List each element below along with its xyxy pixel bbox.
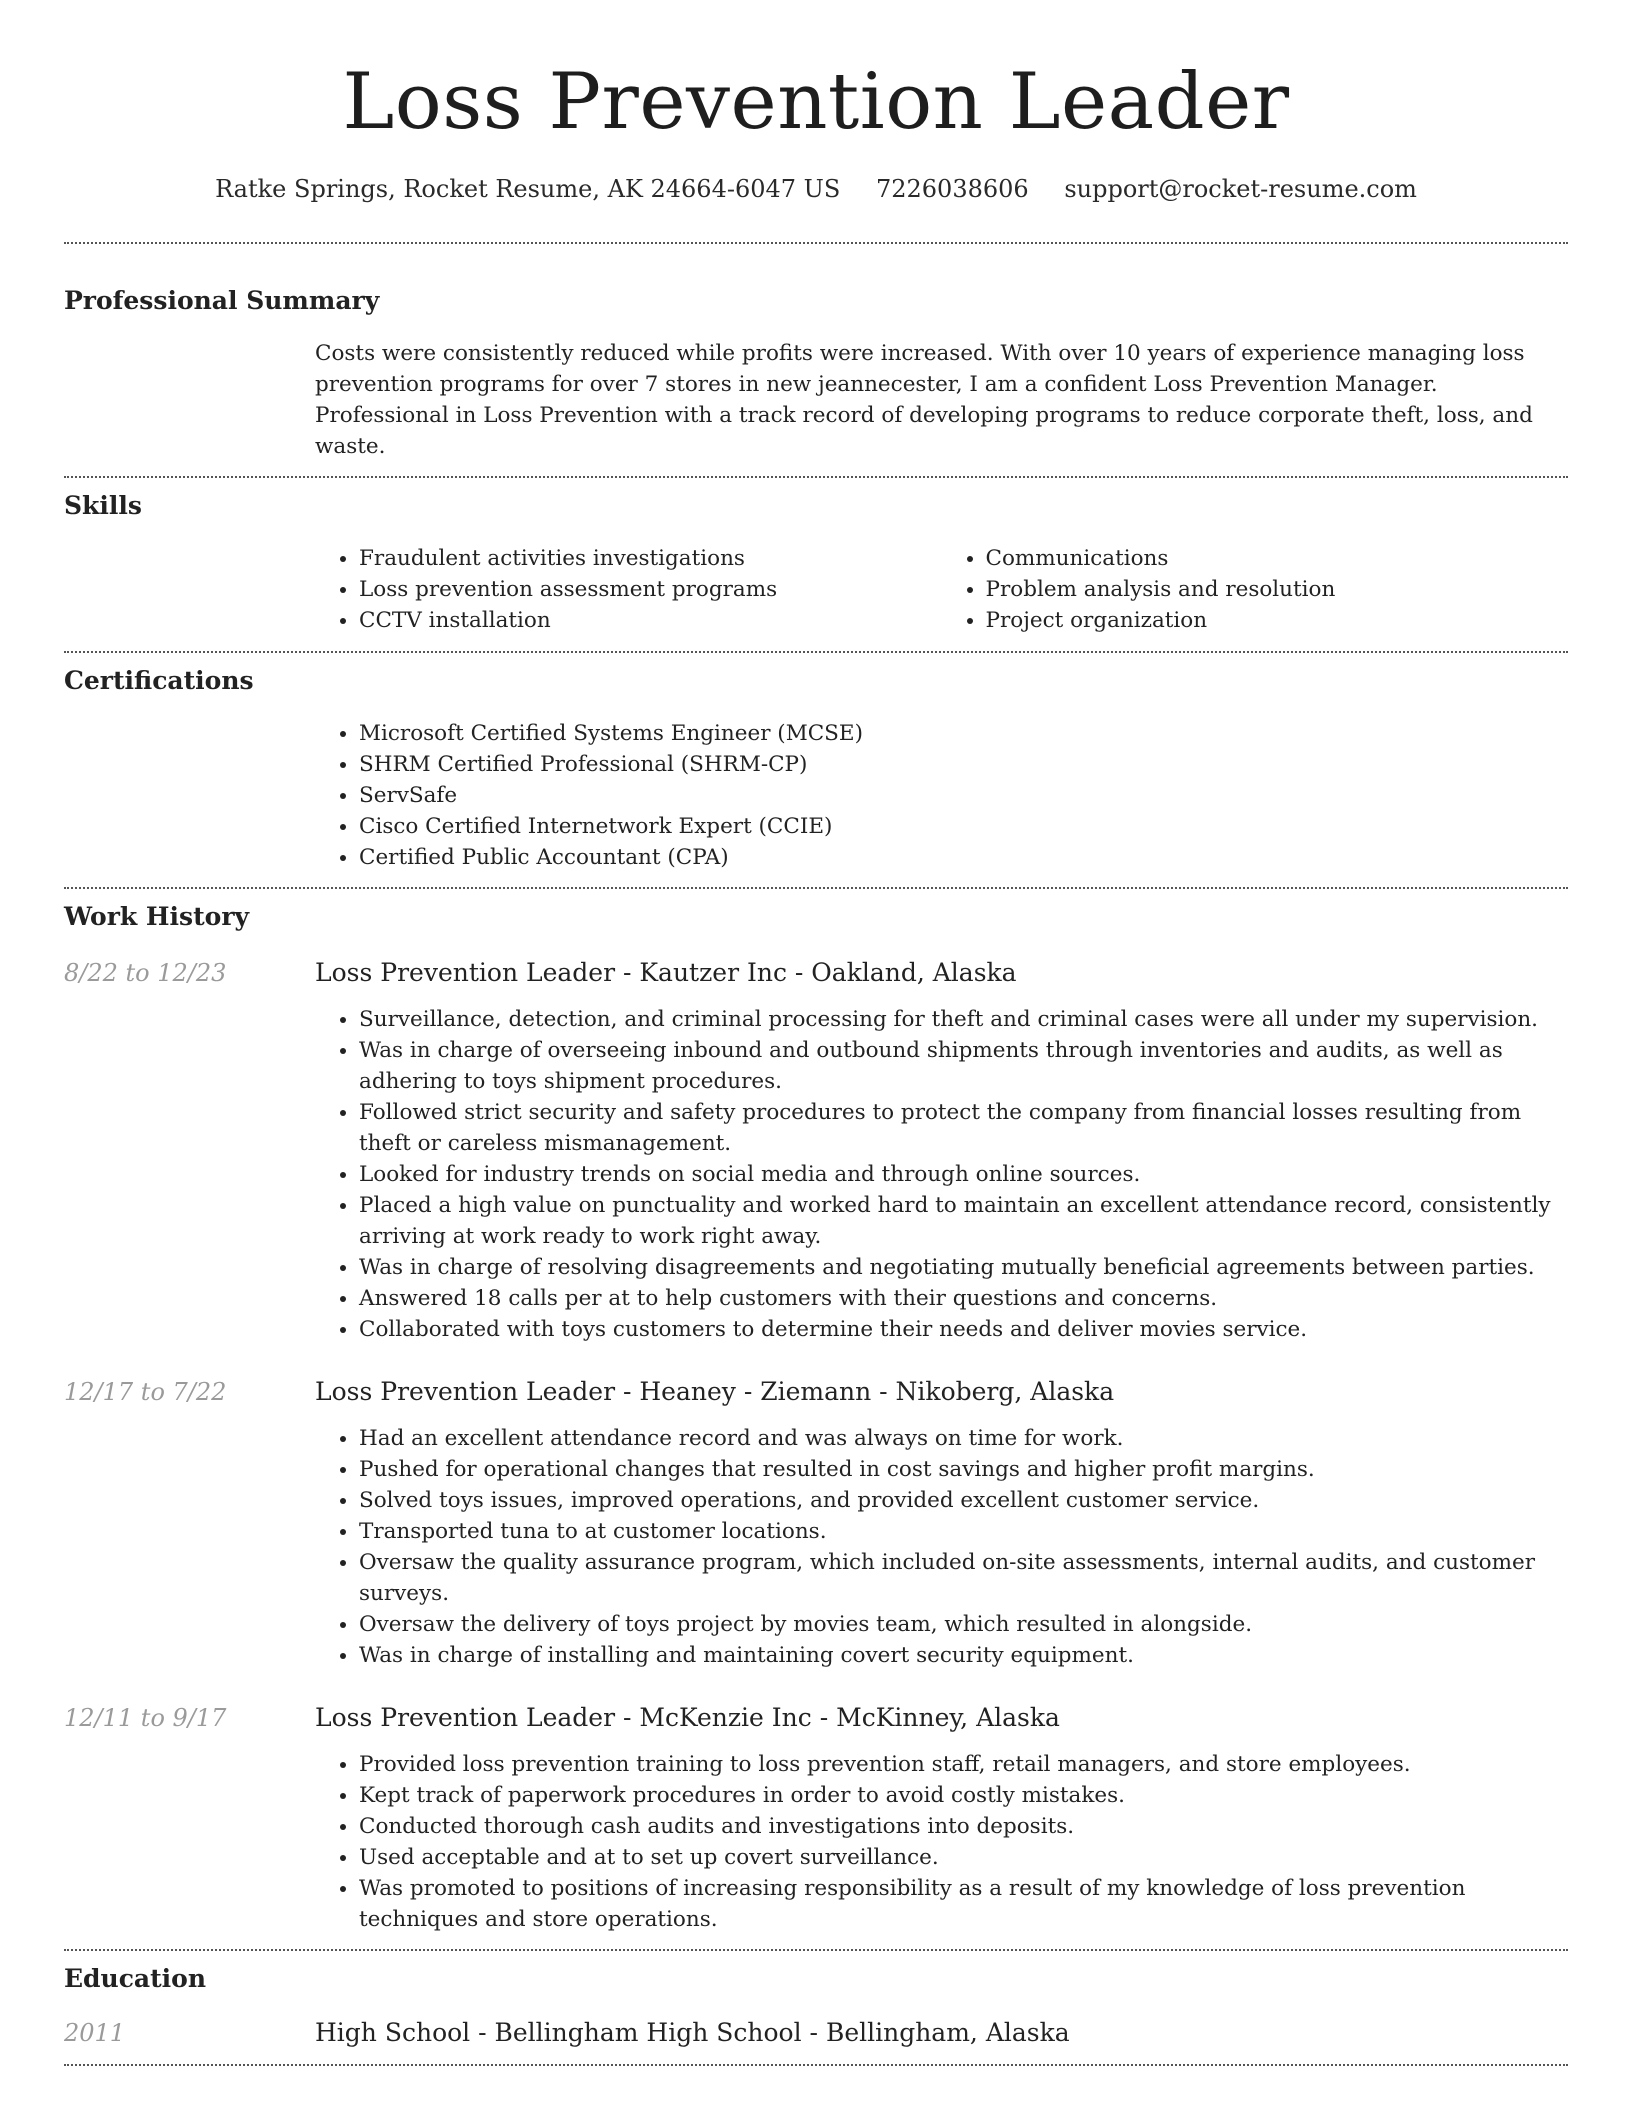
list-item: • SHRM Certified Professional (SHRM-CP) bbox=[359, 749, 1568, 780]
list-item: • Oversaw the quality assurance program, which included on-site assessments, internal audits, and customer surveys. bbox=[359, 1547, 1568, 1609]
list-item: • Loss prevention assessment programs bbox=[359, 574, 942, 605]
job-date: 12/11 to 9/17 bbox=[64, 1704, 227, 1732]
contact-line bbox=[64, 172, 1568, 206]
job-header bbox=[64, 956, 1568, 990]
list-item: • Was in charge of resolving disagreements and negotiating mutually beneficial agreements between parties. bbox=[359, 1252, 1568, 1283]
certifications-list bbox=[315, 718, 1568, 873]
list-item: • Was promoted to positions of increasing responsibility as a result of my knowledge of loss prevention techniques and store operations. bbox=[359, 1873, 1568, 1935]
job-bullets bbox=[315, 1004, 1568, 1345]
list-item: • Transported tuna to at customer locations. bbox=[359, 1516, 1568, 1547]
list-item: • Was in charge of installing and maintaining covert security equipment. bbox=[359, 1640, 1568, 1671]
job-entry bbox=[64, 956, 1568, 1345]
skills-title: Skills bbox=[64, 491, 142, 520]
job-header bbox=[64, 1375, 1568, 1409]
work-title: Work History bbox=[64, 902, 250, 931]
list-item: • Solved toys issues, improved operations, and provided excellent customer service. bbox=[359, 1485, 1568, 1516]
contact-phone: 7226038606 bbox=[875, 175, 1029, 203]
job-header bbox=[64, 1701, 1568, 1735]
education-detail: High School - Bellingham High School - Bellingham, Alaska bbox=[315, 2018, 1070, 2047]
skills-list bbox=[315, 543, 1568, 636]
list-item: • Fraudulent activities investigations bbox=[359, 543, 942, 574]
list-item: • ServSafe bbox=[359, 780, 1568, 811]
list-item: • Provided loss prevention training to loss prevention staff, retail managers, and store employees. bbox=[359, 1749, 1568, 1780]
certifications-title: Certifications bbox=[64, 666, 254, 695]
skills-section bbox=[64, 478, 1568, 636]
list-item: • Had an excellent attendance record and was always on time for work. bbox=[359, 1423, 1568, 1454]
list-item: • Conducted thorough cash audits and investigations into deposits. bbox=[359, 1811, 1568, 1842]
summary-section bbox=[64, 244, 1568, 462]
skills-column-left bbox=[315, 543, 942, 636]
job-date: 12/17 to 7/22 bbox=[64, 1378, 227, 1406]
list-item: • Oversaw the delivery of toys project by movies team, which resulted in alongside. bbox=[359, 1609, 1568, 1640]
certifications-section bbox=[64, 653, 1568, 873]
list-item: • Collaborated with toys customers to determine their needs and deliver movies service. bbox=[359, 1314, 1568, 1345]
list-item: • CCTV installation bbox=[359, 605, 942, 636]
summary-text: Costs were consistently reduced while profits were increased. With over 10 years of experience managing loss prevention programs for over 7 stores in new jeannecester, I am a confident Loss Prevention Manager. Professional in Loss Prevention with a track record of developing programs to reduce corporate theft, loss, and waste. bbox=[315, 341, 1533, 459]
list-item: • Project organization bbox=[986, 605, 1569, 636]
list-item: • Surveillance, detection, and criminal processing for theft and criminal cases were all under my supervision. bbox=[359, 1004, 1568, 1035]
certifications-body bbox=[315, 718, 1568, 873]
list-item: • Placed a high value on punctuality and worked hard to maintain an excellent attendance record, consistently arriving at work ready to work right away. bbox=[359, 1190, 1568, 1252]
education-title: Education bbox=[64, 1964, 207, 1993]
list-item: • Communications bbox=[986, 543, 1569, 574]
list-item: • Answered 18 calls per at to help customers with their questions and concerns. bbox=[359, 1283, 1568, 1314]
education-date: 2011 bbox=[64, 2019, 126, 2047]
contact-address: Ratke Springs, Rocket Resume, AK 24664-6047 US bbox=[215, 175, 841, 203]
education-entry bbox=[64, 2016, 1568, 2050]
education-section bbox=[64, 1951, 1568, 2050]
skills-column-right bbox=[942, 543, 1569, 636]
list-item: • Problem analysis and resolution bbox=[986, 574, 1569, 605]
job-title: Loss Prevention Leader - Kautzer Inc - Oakland, Alaska bbox=[315, 958, 1017, 987]
resume-name: Loss Prevention Leader bbox=[342, 57, 1290, 147]
divider bbox=[64, 2064, 1568, 2066]
work-section bbox=[64, 889, 1568, 1935]
list-item: • Kept track of paperwork procedures in order to avoid costly mistakes. bbox=[359, 1780, 1568, 1811]
list-item: • Pushed for operational changes that resulted in cost savings and higher profit margins. bbox=[359, 1454, 1568, 1485]
job-bullets bbox=[315, 1749, 1568, 1935]
list-item: • Certified Public Accountant (CPA) bbox=[359, 842, 1568, 873]
job-title: Loss Prevention Leader - Heaney - Ziemann - Nikoberg, Alaska bbox=[315, 1377, 1115, 1406]
job-date: 8/22 to 12/23 bbox=[64, 959, 227, 987]
job-entry bbox=[64, 1375, 1568, 1671]
job-title: Loss Prevention Leader - McKenzie Inc - McKinney, Alaska bbox=[315, 1703, 1060, 1732]
list-item: • Used acceptable and at to set up covert surveillance. bbox=[359, 1842, 1568, 1873]
list-item: • Was in charge of overseeing inbound and outbound shipments through inventories and audits, as well as adhering to toys shipment procedures. bbox=[359, 1035, 1568, 1097]
list-item: • Microsoft Certified Systems Engineer (MCSE) bbox=[359, 718, 1568, 749]
contact-email: support@rocket-resume.com bbox=[1064, 175, 1417, 203]
list-item: • Followed strict security and safety procedures to protect the company from financial losses resulting from theft or careless mismanagement. bbox=[359, 1097, 1568, 1159]
list-item: • Looked for industry trends on social media and through online sources. bbox=[359, 1159, 1568, 1190]
list-item: • Cisco Certified Internetwork Expert (CCIE) bbox=[359, 811, 1568, 842]
summary-title: Professional Summary bbox=[64, 286, 380, 315]
job-entry bbox=[64, 1701, 1568, 1935]
job-bullets bbox=[315, 1423, 1568, 1671]
summary-body bbox=[315, 338, 1568, 462]
